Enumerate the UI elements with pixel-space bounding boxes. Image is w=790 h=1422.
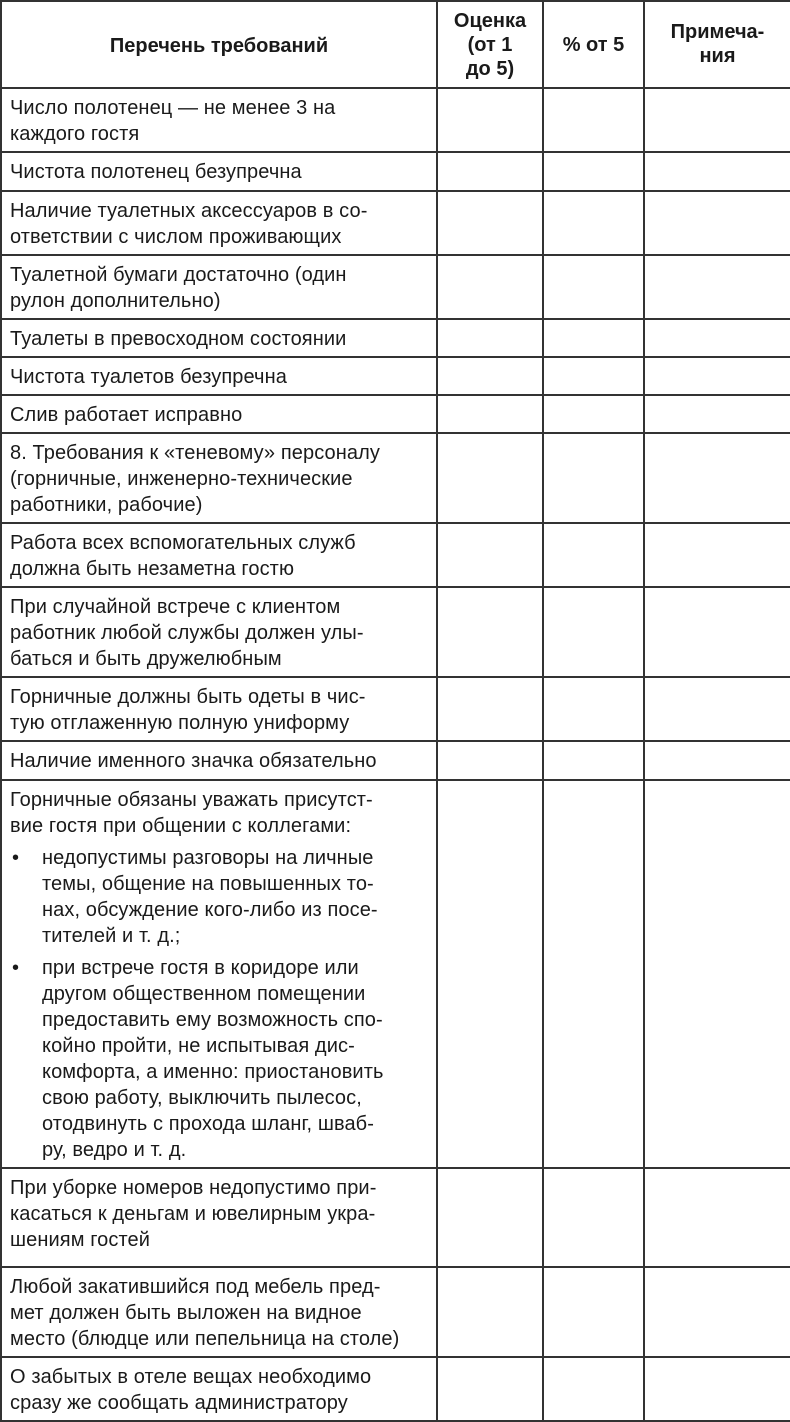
table-row (1, 523, 790, 587)
table-row (1, 152, 790, 191)
requirement-line: Наличие туалетных аксессуаров в со- (10, 200, 368, 222)
score-cell[interactable] (437, 1357, 543, 1421)
score-cell[interactable] (437, 88, 543, 152)
percent-cell[interactable] (543, 677, 644, 741)
notes-cell[interactable] (644, 191, 790, 255)
requirement-line: баться и быть дружелюбным (10, 648, 282, 670)
requirement-line: Любой закатившийся под мебель пред- (10, 1276, 381, 1298)
requirement-text (1, 357, 437, 395)
table-row (1, 88, 790, 152)
header-notes: Примеча- ния (644, 1, 790, 88)
percent-cell[interactable] (543, 152, 644, 191)
requirement-line: (горничные, инженерно-технические (10, 468, 353, 490)
table-row (1, 741, 790, 780)
bullet-line: комфорта, а именно: приостановить (42, 1061, 384, 1083)
notes-cell[interactable] (644, 357, 790, 395)
requirement-text (1, 395, 437, 433)
requirement-line: место (блюдце или пепельница на столе) (10, 1328, 400, 1350)
requirement-line: вие гостя при общении с коллегами: (10, 815, 352, 837)
bullet-line: при встрече гостя в коридоре или (42, 957, 359, 979)
score-cell[interactable] (437, 677, 543, 741)
score-cell[interactable] (437, 780, 543, 1168)
bullet-line: тителей и т. д.; (42, 925, 181, 947)
table-row (1, 1168, 790, 1267)
requirement-line: должна быть незаметна гостю (10, 558, 295, 580)
bullet-line: другом общественном помещении (42, 983, 366, 1005)
requirement-text (1, 1168, 437, 1267)
percent-cell[interactable] (543, 1357, 644, 1421)
notes-cell[interactable] (644, 677, 790, 741)
percent-cell[interactable] (543, 1267, 644, 1357)
requirement-text (1, 255, 437, 319)
table-row (1, 395, 790, 433)
percent-cell[interactable] (543, 433, 644, 523)
requirement-line: шениям гостей (10, 1229, 151, 1251)
requirement-line: Горничные обязаны уважать присутст- (10, 789, 373, 811)
header-row (1, 1, 790, 88)
requirement-line: рулон дополнительно) (10, 290, 221, 312)
table-row (1, 1267, 790, 1357)
table-row (1, 433, 790, 523)
table-row (1, 1357, 790, 1421)
bullet-line: нах, обсуждение кого-либо из посе- (42, 899, 378, 921)
requirement-text (1, 523, 437, 587)
table-row (1, 191, 790, 255)
notes-cell[interactable] (644, 523, 790, 587)
bullet-item (10, 955, 428, 1163)
notes-cell[interactable] (644, 741, 790, 780)
bullet-item (10, 845, 428, 949)
requirement-text (1, 741, 437, 780)
bullet-icon: • (12, 847, 20, 869)
score-cell[interactable] (437, 587, 543, 677)
requirement-line: Туалеты в превосходном состоянии (10, 328, 347, 350)
table-row (1, 255, 790, 319)
requirement-line: О забытых в отеле вещах необходимо (10, 1366, 372, 1388)
percent-cell[interactable] (543, 357, 644, 395)
requirement-text (1, 1267, 437, 1357)
score-cell[interactable] (437, 523, 543, 587)
table-row (1, 357, 790, 395)
requirement-line: сразу же сообщать администратору (10, 1392, 348, 1414)
notes-cell[interactable] (644, 152, 790, 191)
requirement-text (1, 1357, 437, 1421)
percent-cell[interactable] (543, 780, 644, 1168)
requirement-line: При уборке номеров недопустимо при- (10, 1177, 377, 1199)
percent-cell[interactable] (543, 741, 644, 780)
requirement-text (1, 88, 437, 152)
notes-cell[interactable] (644, 780, 790, 1168)
percent-cell[interactable] (543, 191, 644, 255)
bullet-line: ру, ведро и т. д. (42, 1139, 187, 1161)
requirement-line: тую отглаженную полную униформу (10, 712, 350, 734)
table-row (1, 780, 790, 1168)
notes-cell[interactable] (644, 319, 790, 357)
score-cell[interactable] (437, 395, 543, 433)
percent-cell[interactable] (543, 523, 644, 587)
bullet-icon: • (12, 957, 20, 979)
requirement-text (1, 677, 437, 741)
requirement-text (1, 433, 437, 523)
requirement-text (1, 191, 437, 255)
requirement-text (1, 152, 437, 191)
requirement-line: каждого гостя (10, 123, 140, 145)
table-row (1, 319, 790, 357)
requirement-line: Чистота туалетов безупречна (10, 366, 287, 388)
bullet-line: темы, общение на повышенных то- (42, 873, 374, 895)
notes-cell[interactable] (644, 88, 790, 152)
requirement-line: 8. Требования к «теневому» персоналу (10, 442, 380, 464)
score-cell[interactable] (437, 741, 543, 780)
requirement-line: работник любой службы должен улы- (10, 622, 364, 644)
score-cell[interactable] (437, 319, 543, 357)
notes-cell[interactable] (644, 433, 790, 523)
requirement-text (1, 587, 437, 677)
notes-cell[interactable] (644, 1168, 790, 1267)
requirement-line: Работа всех вспомогательных служб (10, 532, 356, 554)
requirement-line: Наличие именного значка обязательно (10, 750, 377, 772)
requirement-line: работники, рабочие) (10, 494, 203, 516)
requirement-text (1, 780, 437, 1168)
score-cell[interactable] (437, 152, 543, 191)
bullet-line: койно пройти, не испытывая дис- (42, 1035, 355, 1057)
table-row (1, 587, 790, 677)
bullet-line: отодвинуть с прохода шланг, шваб- (42, 1113, 375, 1135)
header-percent: % от 5 (543, 1, 644, 88)
requirement-line: касаться к деньгам и ювелирным укра- (10, 1203, 376, 1225)
requirement-line: мет должен быть выложен на видное (10, 1302, 362, 1324)
percent-cell[interactable] (543, 319, 644, 357)
requirement-line: Горничные должны быть одеты в чис- (10, 686, 366, 708)
percent-cell[interactable] (543, 395, 644, 433)
requirement-line: Число полотенец — не менее 3 на (10, 97, 336, 119)
notes-cell[interactable] (644, 1267, 790, 1357)
bullet-line: свою работу, выключить пылесос, (42, 1087, 362, 1109)
score-cell[interactable] (437, 357, 543, 395)
notes-cell[interactable] (644, 587, 790, 677)
requirement-line: Слив работает исправно (10, 404, 243, 426)
percent-cell[interactable] (543, 88, 644, 152)
bullet-line: недопустимы разговоры на личные (42, 847, 374, 869)
header-requirements: Перечень требований (1, 1, 437, 88)
notes-cell[interactable] (644, 395, 790, 433)
percent-cell[interactable] (543, 255, 644, 319)
bullet-line: предоставить ему возможность спо- (42, 1009, 383, 1031)
percent-cell[interactable] (543, 587, 644, 677)
requirement-text (1, 319, 437, 357)
notes-cell[interactable] (644, 255, 790, 319)
requirement-line: При случайной встрече с клиентом (10, 596, 341, 618)
header-score: Оценка (от 1 до 5) (437, 1, 543, 88)
notes-cell[interactable] (644, 1357, 790, 1421)
score-cell[interactable] (437, 191, 543, 255)
requirement-line: Туалетной бумаги достаточно (один (10, 264, 347, 286)
table-row (1, 677, 790, 741)
score-cell[interactable] (437, 255, 543, 319)
requirement-line: Чистота полотенец безупречна (10, 161, 302, 183)
score-cell[interactable] (437, 1267, 543, 1357)
score-cell[interactable] (437, 1168, 543, 1267)
score-cell[interactable] (437, 433, 543, 523)
percent-cell[interactable] (543, 1168, 644, 1267)
requirement-line: ответствии с числом проживающих (10, 226, 342, 248)
